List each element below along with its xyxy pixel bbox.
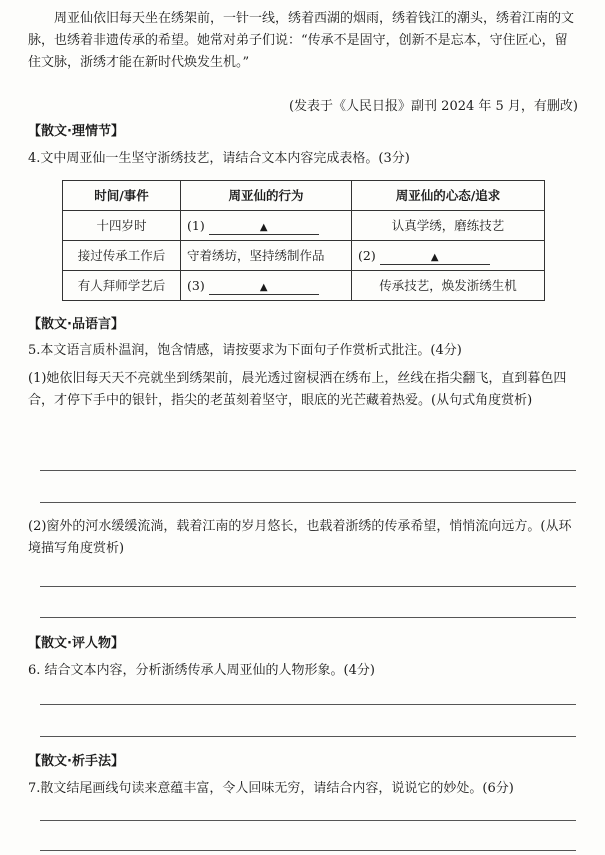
section-heading-character: 【散文·评人物】 bbox=[28, 636, 124, 651]
triangle-icon: ▲ bbox=[430, 251, 439, 263]
table-cell-event: 有人拜师学艺后 bbox=[63, 271, 181, 301]
question-7-stem: 7.散文结尾画线句读来意蕴丰富，令人回味无穷，请结合内容，说说它的妙处。(6分) bbox=[28, 781, 514, 796]
table-cell-event: 十四岁时 bbox=[63, 211, 181, 241]
answer-line[interactable] bbox=[40, 470, 576, 471]
table-cell-behavior[interactable] bbox=[181, 271, 352, 301]
question-4-stem: 4.文中周亚仙一生坚守浙绣技艺，请结合文本内容完成表格。(3分) bbox=[28, 151, 410, 166]
table-cell-mind: 认真学绣，磨练技艺 bbox=[352, 211, 545, 241]
answer-line[interactable] bbox=[40, 704, 576, 705]
table-row bbox=[63, 241, 545, 271]
question-6-stem: 6. 结合文本内容，分析浙绣传承人周亚仙的人物形象。(4分) bbox=[28, 663, 375, 678]
blank-label: (3) bbox=[187, 277, 205, 293]
section-heading-plot: 【散文·理情节】 bbox=[28, 124, 124, 139]
table-row bbox=[63, 271, 545, 301]
triangle-icon: ▲ bbox=[259, 221, 268, 233]
table-header: 周亚仙的行为 bbox=[181, 181, 352, 211]
answer-blank[interactable] bbox=[209, 218, 319, 235]
blank-label: (1) bbox=[187, 217, 205, 233]
question-5-stem: 5.本文语言质朴温润，饱含情感，请按要求为下面句子作赏析式批注。(4分) bbox=[28, 343, 462, 358]
question-5-item-1: (1)她依旧每天天不亮就坐到绣架前，晨光透过窗棂洒在绣布上，丝线在指尖翻飞，直到暮色四合，才停下手中的银针，指尖的老茧刻着坚守，眼底的光芒藏着热爱。(从句式角度赏析) bbox=[28, 371, 567, 408]
section-heading-technique: 【散文·析手法】 bbox=[28, 754, 124, 769]
answer-line[interactable] bbox=[40, 502, 576, 503]
answer-line[interactable] bbox=[40, 850, 576, 851]
triangle-icon: ▲ bbox=[259, 281, 268, 293]
table-header-row bbox=[63, 181, 545, 211]
answer-line[interactable] bbox=[40, 617, 576, 618]
answer-line[interactable] bbox=[40, 820, 576, 821]
table-row bbox=[63, 211, 545, 241]
table-cell-mind[interactable] bbox=[352, 241, 545, 271]
source-note: (发表于《人民日报》副刊 2024 年 5 月，有删改) bbox=[288, 99, 578, 114]
answer-line[interactable] bbox=[40, 736, 576, 737]
table-header: 周亚仙的心态/追求 bbox=[352, 181, 545, 211]
q4-table bbox=[62, 180, 545, 301]
answer-line[interactable] bbox=[40, 586, 576, 587]
question-5-item-2: (2)窗外的河水缓缓流淌，载着江南的岁月悠长，也载着浙绣的传承希望，悄悄流向远方。(从环境描写角度赏析) bbox=[28, 519, 572, 556]
answer-blank[interactable] bbox=[209, 278, 319, 295]
blank-label: (2) bbox=[358, 247, 376, 263]
table-header: 时间/事件 bbox=[63, 181, 181, 211]
intro-paragraph: 周亚仙依旧每天坐在绣架前，一针一线，绣着西湖的烟雨，绣着钱江的潮头，绣着江南的文脉，也绣着非遗传承的希望。她常对弟子们说：“传承不是固守，创新不是忘本，守住匠心，留住文脉，浙绣才能在新时代焕发生机。” bbox=[28, 11, 575, 70]
table-cell-event: 接过传承工作后 bbox=[63, 241, 181, 271]
section-heading-language: 【散文·品语言】 bbox=[28, 317, 124, 332]
table-cell-behavior[interactable] bbox=[181, 211, 352, 241]
answer-blank[interactable] bbox=[380, 248, 490, 265]
table-cell-mind: 传承技艺，焕发浙绣生机 bbox=[352, 271, 545, 301]
table-cell-behavior: 守着绣坊，坚持绣制作品 bbox=[181, 241, 352, 271]
